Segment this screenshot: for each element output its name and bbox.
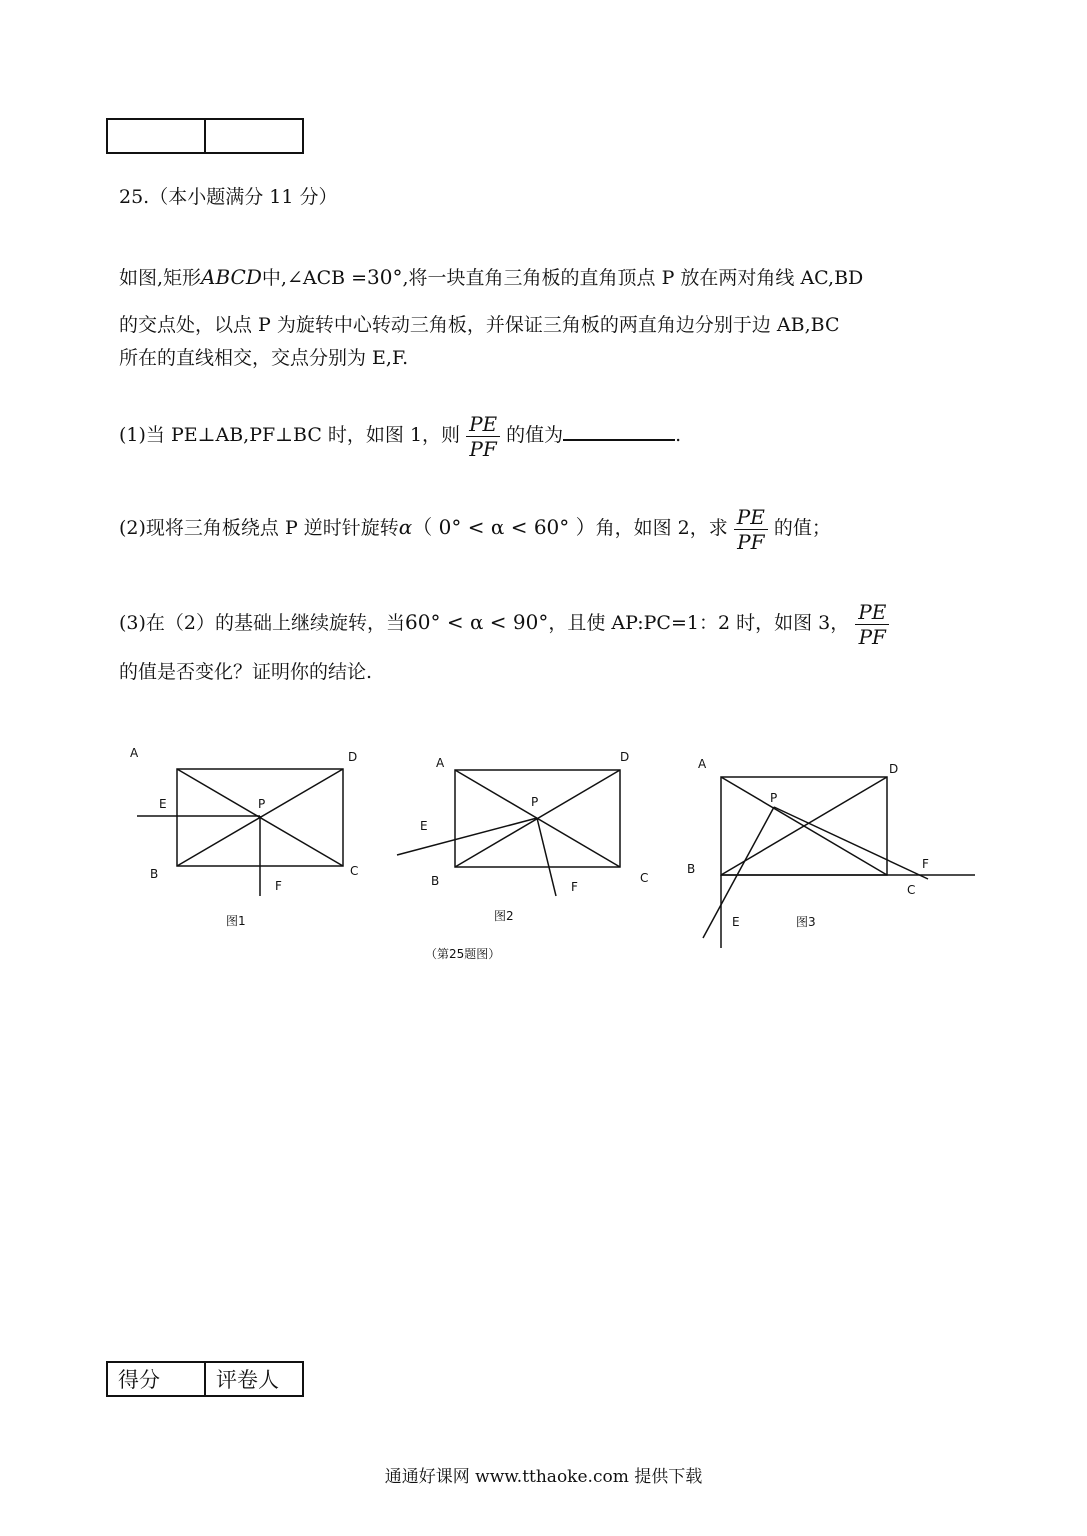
fraction-pe-pf: $\frac{PE}{PF}$ bbox=[466, 412, 500, 461]
grader-cell bbox=[205, 119, 303, 153]
figures bbox=[0, 720, 1087, 980]
figure-3 bbox=[687, 757, 975, 948]
label-e: E bbox=[159, 797, 167, 811]
question-intro-line-1: 如图,矩形ABCD中,∠ACB =30°,将一块直角三角板的直角顶点 P 放在两对角线 AC,BD bbox=[119, 265, 864, 289]
label-f: F bbox=[922, 857, 929, 871]
figure-1-caption: 图1 bbox=[226, 914, 246, 928]
label-d: D bbox=[620, 750, 630, 764]
label-a: A bbox=[130, 746, 139, 760]
figure-2 bbox=[397, 750, 648, 923]
score-table-bottom bbox=[106, 1361, 304, 1397]
label-b: B bbox=[687, 862, 696, 876]
label-b: B bbox=[431, 874, 440, 888]
label-c: C bbox=[907, 883, 916, 897]
label-p: P bbox=[531, 795, 539, 809]
figure-1 bbox=[130, 746, 358, 928]
question-intro-line-2: 的交点处，以点 P 为旋转中心转动三角板，并保证三角板的两直角边分别于边 AB,BC bbox=[119, 314, 840, 336]
label-f: F bbox=[275, 879, 282, 893]
label-f: F bbox=[571, 880, 578, 894]
part-2: (2)现将三角板绕点 P 逆时针旋转α（ 0° < α < 60° ）角，如图 2，求 $\frac{PE}{PF}$ 的值； bbox=[119, 504, 831, 554]
question-header: 25.（本小题满分 11 分） bbox=[119, 186, 338, 208]
footer-source: 通通好课网 www.tthaoke.com 提供下载 bbox=[384, 1467, 703, 1487]
label-p: P bbox=[258, 797, 266, 811]
label-b: B bbox=[150, 867, 159, 881]
part-1: (1)当 PE⊥AB,PF⊥BC 时，如图 1，则 $\frac{PE}{PF}$ 的值为 . bbox=[119, 411, 682, 461]
part-3: (3)在（2）的基础上继续旋转，当60° < α < 90°，且使 AP:PC=1：2 时，如图 3， $\frac{PE}{PF}$ bbox=[119, 592, 895, 653]
fraction-pe-pf: $\frac{PE}{PF}$ bbox=[855, 600, 889, 649]
label-d: D bbox=[348, 750, 358, 764]
figure-2-caption: 图2 bbox=[494, 909, 514, 923]
figure-3-caption: 图3 bbox=[796, 915, 816, 929]
score-table-top bbox=[106, 118, 304, 154]
label-e: E bbox=[732, 915, 740, 929]
label-e: E bbox=[420, 819, 428, 833]
label-p: P bbox=[770, 791, 778, 805]
score-cell bbox=[107, 119, 205, 153]
part-3-line-2: 的值是否变化？证明你的结论. bbox=[119, 661, 373, 683]
label-c: C bbox=[640, 871, 649, 885]
label-c: C bbox=[350, 864, 359, 878]
fraction-pe-pf: $\frac{PE}{PF}$ bbox=[734, 505, 768, 554]
label-d: D bbox=[889, 762, 899, 776]
label-a: A bbox=[436, 756, 445, 770]
score-label-cell: 得分 bbox=[107, 1362, 205, 1396]
answer-blank bbox=[563, 419, 675, 441]
question-intro-line-3: 所在的直线相交，交点分别为 E,F. bbox=[119, 347, 409, 369]
grader-label-cell: 评卷人 bbox=[205, 1362, 303, 1396]
label-a: A bbox=[698, 757, 707, 771]
figure-group-caption: （第25题图） bbox=[425, 947, 501, 961]
